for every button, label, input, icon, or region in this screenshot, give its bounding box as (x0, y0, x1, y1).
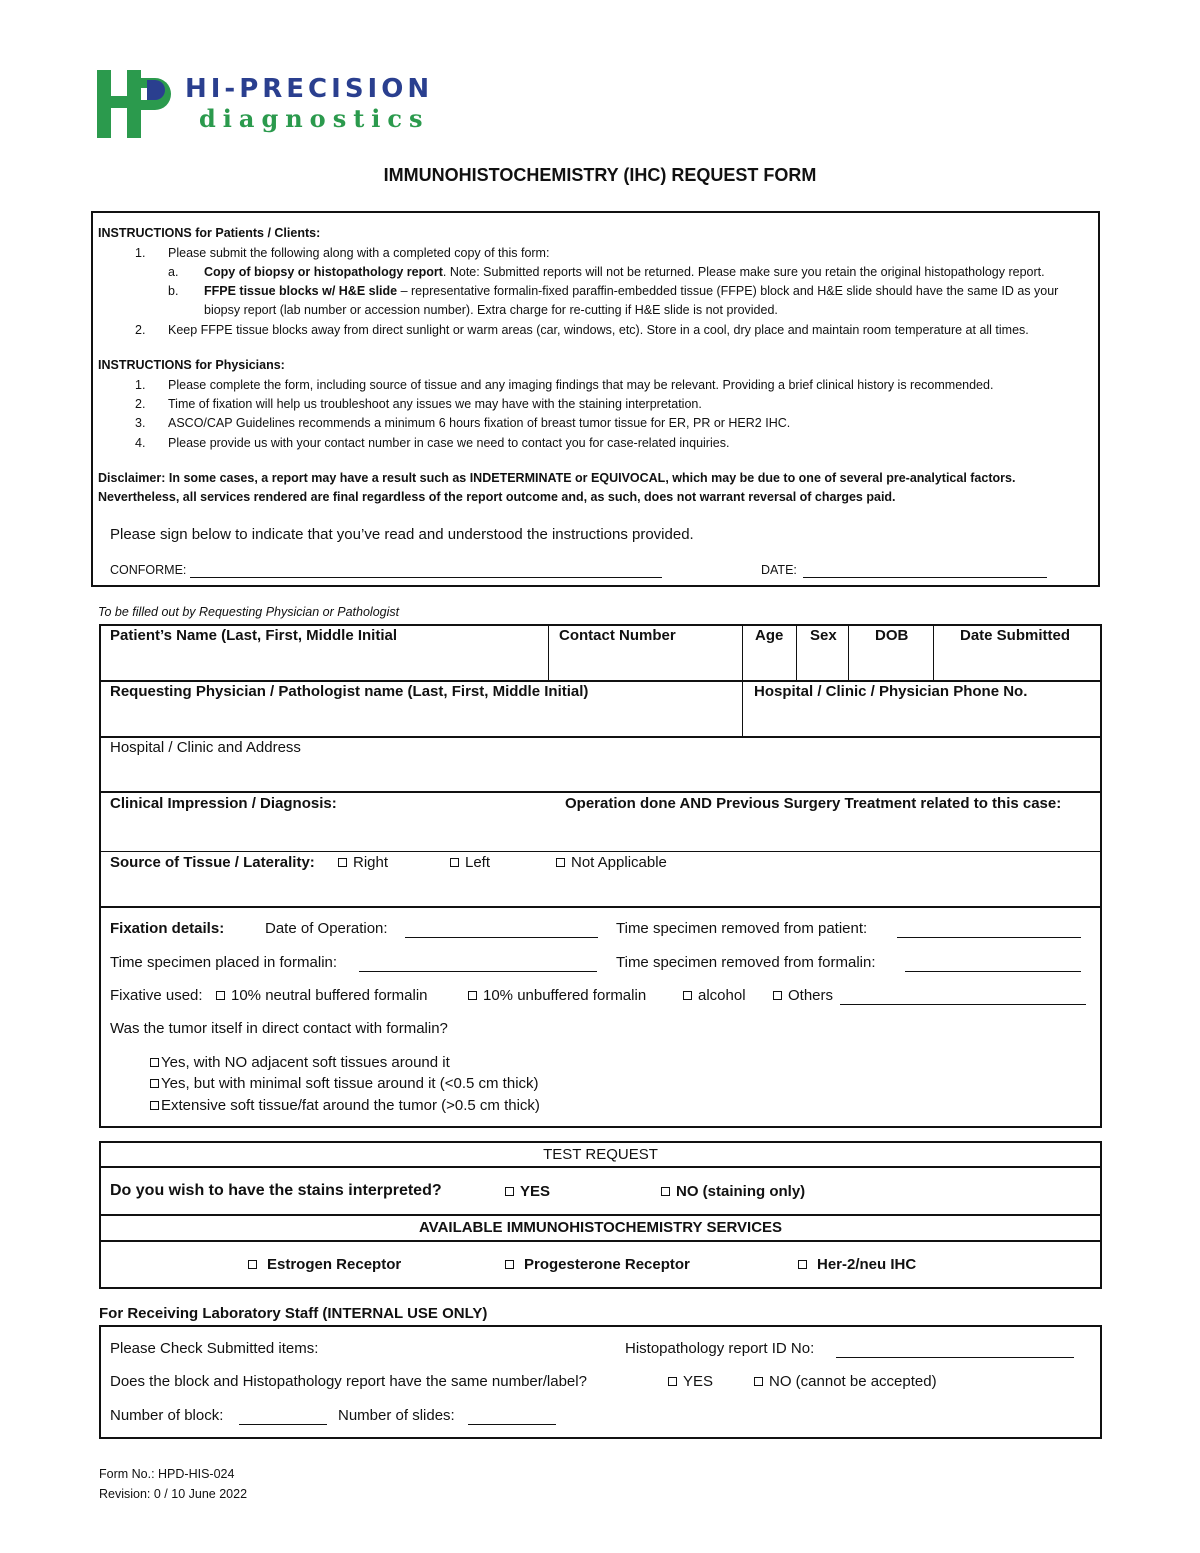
fixative-option-unbuffered[interactable] (468, 987, 646, 1004)
fixative-label: Fixative used: (110, 987, 203, 1004)
service-her2[interactable] (798, 1256, 916, 1273)
source-right-option[interactable] (338, 854, 388, 871)
disclaimer-line2: Nevertheless, all services rendered are final regardless of the report outcome and, as such, does not warrant reversal of charges paid. (98, 490, 896, 504)
time-placed-line[interactable] (359, 970, 597, 972)
check-items-label: Please Check Submitted items: (110, 1340, 319, 1357)
checkbox-icon (505, 1260, 514, 1269)
number-of-block-label: Number of block: (110, 1407, 224, 1424)
option-label: Not Applicable (571, 854, 667, 871)
interpret-yes-option[interactable] (505, 1183, 550, 1200)
hp-logo-mark-icon (97, 70, 177, 138)
form-number: Form No.: HPD-HIS-024 (99, 1467, 235, 1481)
sign-prompt: Please sign below to indicate that you’ve read and understood the instructions provided. (110, 526, 694, 543)
checkbox-icon (668, 1377, 677, 1386)
contact-option-3[interactable] (150, 1097, 540, 1114)
filled-note: To be filled out by Requesting Physician or Pathologist (98, 605, 400, 619)
time-placed-label: Time specimen placed in formalin: (110, 954, 338, 971)
physician-item-num: 3. (135, 416, 146, 430)
number-of-slides-label: Number of slides: (338, 1407, 455, 1424)
physician-item-num: 4. (135, 436, 146, 450)
histo-id-label: Histopathology report ID No: (625, 1340, 815, 1357)
time-removed-patient-line[interactable] (897, 936, 1081, 938)
conforme-label: CONFORME: (110, 563, 187, 577)
option-label: Others (788, 987, 834, 1004)
option-label: Progesterone Receptor (524, 1256, 690, 1273)
patients-heading: INSTRUCTIONS for Patients / Clients: (98, 226, 321, 240)
patients-b-text2: biopsy report (lab number or accession number). Extra charge for re-cutting if H&E slide is not provided. (204, 303, 778, 317)
source-label: Source of Tissue / Laterality: (110, 854, 315, 871)
fixative-others-line[interactable] (840, 1003, 1086, 1005)
checkbox-icon (556, 858, 565, 867)
patients-b-rest: – representative formalin-fixed paraffin-embedded tissue (FFPE) block and H&E slide should have the same ID as your (397, 284, 1059, 298)
option-label: Right (353, 854, 389, 871)
patients-item2: Keep FFPE tissue blocks away from direct sunlight or warm areas (car, windows, etc). Store in a cool, dry place and maintain room temperature at all times. (168, 323, 1029, 337)
form-title: IMMUNOHISTOCHEMISTRY (IHC) REQUEST FORM (383, 165, 817, 185)
patients-b-letter: b. (168, 284, 179, 298)
date-label: DATE: (761, 563, 797, 577)
patients-a-rest: . Note: Submitted reports will not be returned. Please make sure you retain the original histopathology report. (442, 265, 1045, 279)
option-label: NO (staining only) (676, 1183, 806, 1200)
date-line[interactable] (803, 576, 1047, 578)
date-submitted-field[interactable]: Date Submitted (960, 627, 1071, 644)
option-label: 10% unbuffered formalin (483, 987, 647, 1004)
test-request-heading: TEST REQUEST (543, 1146, 658, 1163)
option-label: alcohol (698, 987, 746, 1004)
checkbox-icon (505, 1187, 514, 1196)
checkbox-icon (450, 858, 459, 867)
patients-b-bold: FFPE tissue blocks w/ H&E slide (204, 284, 398, 298)
number-of-slides-line[interactable] (468, 1423, 556, 1425)
physician-name-field[interactable]: Requesting Physician / Pathologist name (Last, First, Middle Initial) (110, 683, 589, 700)
number-of-block-line[interactable] (239, 1423, 327, 1425)
fixative-option-nbf[interactable] (216, 987, 428, 1004)
histo-id-line[interactable] (836, 1356, 1074, 1358)
patients-b-text (204, 284, 1094, 298)
interpret-question: Do you wish to have the stains interpreted? (110, 1182, 442, 1199)
option-label: Yes, but with minimal soft tissue around it (<0.5 cm thick) (161, 1075, 539, 1092)
clinical-impression-field[interactable]: Clinical Impression / Diagnosis: (110, 795, 337, 812)
fixation-label: Fixation details: (110, 920, 225, 937)
date-of-operation-label: Date of Operation: (265, 920, 388, 937)
physician-item: Time of fixation will help us troubleshoot any issues we may have with the staining interpretation. (168, 397, 702, 411)
same-label-yes-option[interactable] (668, 1373, 713, 1390)
checkbox-icon (338, 858, 347, 867)
dob-field[interactable]: DOB (875, 627, 909, 644)
fixative-option-alcohol[interactable] (683, 987, 746, 1004)
option-label: 10% neutral buffered formalin (231, 987, 428, 1004)
sex-field[interactable]: Sex (810, 627, 837, 644)
time-removed-formalin-label: Time specimen removed from formalin: (616, 954, 876, 971)
checkbox-icon (754, 1377, 763, 1386)
patients-a-text (204, 265, 1084, 279)
contact-option-1[interactable] (150, 1054, 450, 1071)
option-label: Left (465, 854, 491, 871)
patients-a-bold: Copy of biopsy or histopathology report (204, 265, 443, 279)
time-removed-formalin-line[interactable] (905, 970, 1081, 972)
source-left-option[interactable] (450, 854, 490, 871)
patients-item2-num: 2. (135, 323, 146, 337)
patient-name-field[interactable]: Patient’s Name (Last, First, Middle Initial (110, 627, 397, 644)
physician-item-num: 1. (135, 378, 146, 392)
checkbox-icon (248, 1260, 257, 1269)
patients-item1: Please submit the following along with a completed copy of this form: (168, 246, 550, 260)
checkbox-icon (468, 991, 477, 1000)
contact-number-field[interactable]: Contact Number (559, 627, 676, 644)
conforme-signature-line[interactable] (190, 576, 662, 578)
time-removed-patient-label: Time specimen removed from patient: (616, 920, 868, 937)
option-label: NO (cannot be accepted) (769, 1373, 937, 1390)
physician-item: ASCO/CAP Guidelines recommends a minimum 6 hours fixation of breast tumor tissue for ER, PR or HER2 IHC. (168, 416, 791, 430)
option-label: Yes, with NO adjacent soft tissues around it (161, 1054, 450, 1071)
service-estrogen[interactable] (248, 1256, 401, 1273)
checkbox-icon (150, 1058, 159, 1067)
lab-heading: For Receiving Laboratory Staff (INTERNAL USE ONLY) (99, 1305, 488, 1322)
checkbox-icon (773, 991, 782, 1000)
age-field[interactable]: Age (755, 627, 784, 644)
form-revision: Revision: 0 / 10 June 2022 (99, 1487, 248, 1501)
source-na-option[interactable] (556, 854, 667, 871)
option-label: YES (520, 1183, 551, 1200)
date-of-operation-line[interactable] (405, 936, 598, 938)
option-label: Estrogen Receptor (267, 1256, 402, 1273)
same-label-no-option[interactable] (754, 1373, 937, 1390)
physician-item-num: 2. (135, 397, 146, 411)
brand-subname: diagnostics (199, 104, 430, 133)
checkbox-icon (798, 1260, 807, 1269)
contact-option-2[interactable] (150, 1075, 539, 1092)
brand-name: HI-PRECISION (185, 74, 434, 104)
operation-field[interactable]: Operation done AND Previous Surgery Treatment related to this case: (565, 795, 1062, 812)
physicians-heading: INSTRUCTIONS for Physicians: (98, 358, 285, 372)
hospital-address-field[interactable]: Hospital / Clinic and Address (110, 739, 301, 756)
physician-item: Please provide us with your contact number in case we need to contact you for case-related inquiries. (168, 436, 730, 450)
formalin-contact-question: Was the tumor itself in direct contact with formalin? (110, 1020, 448, 1037)
checkbox-icon (683, 991, 692, 1000)
same-label-question: Does the block and Histopathology report have the same number/label? (110, 1373, 587, 1390)
option-label: Her-2/neu IHC (817, 1256, 917, 1273)
disclaimer-line1: Disclaimer: In some cases, a report may have a result such as INDETERMINATE or EQUIVOCAL, which may be due to one of several pre-analytical factors. (98, 471, 1016, 485)
service-progesterone[interactable] (505, 1256, 690, 1273)
option-label: YES (683, 1373, 714, 1390)
company-logo (97, 70, 437, 140)
option-label: Extensive soft tissue/fat around the tumor (>0.5 cm thick) (161, 1097, 540, 1114)
checkbox-icon (661, 1187, 670, 1196)
patients-item1-num: 1. (135, 246, 146, 260)
hospital-phone-field[interactable]: Hospital / Clinic / Physician Phone No. (754, 683, 1028, 700)
services-heading: AVAILABLE IMMUNOHISTOCHEMISTRY SERVICES (418, 1219, 783, 1236)
checkbox-icon (150, 1079, 159, 1088)
physician-item: Please complete the form, including source of tissue and any imaging findings that may be relevant. Providing a brief clinical history is recommended. (168, 378, 994, 392)
patients-a-letter: a. (168, 265, 179, 279)
interpret-no-option[interactable] (661, 1183, 805, 1200)
fixative-option-others[interactable] (773, 987, 833, 1004)
checkbox-icon (216, 991, 225, 1000)
checkbox-icon (150, 1101, 159, 1110)
